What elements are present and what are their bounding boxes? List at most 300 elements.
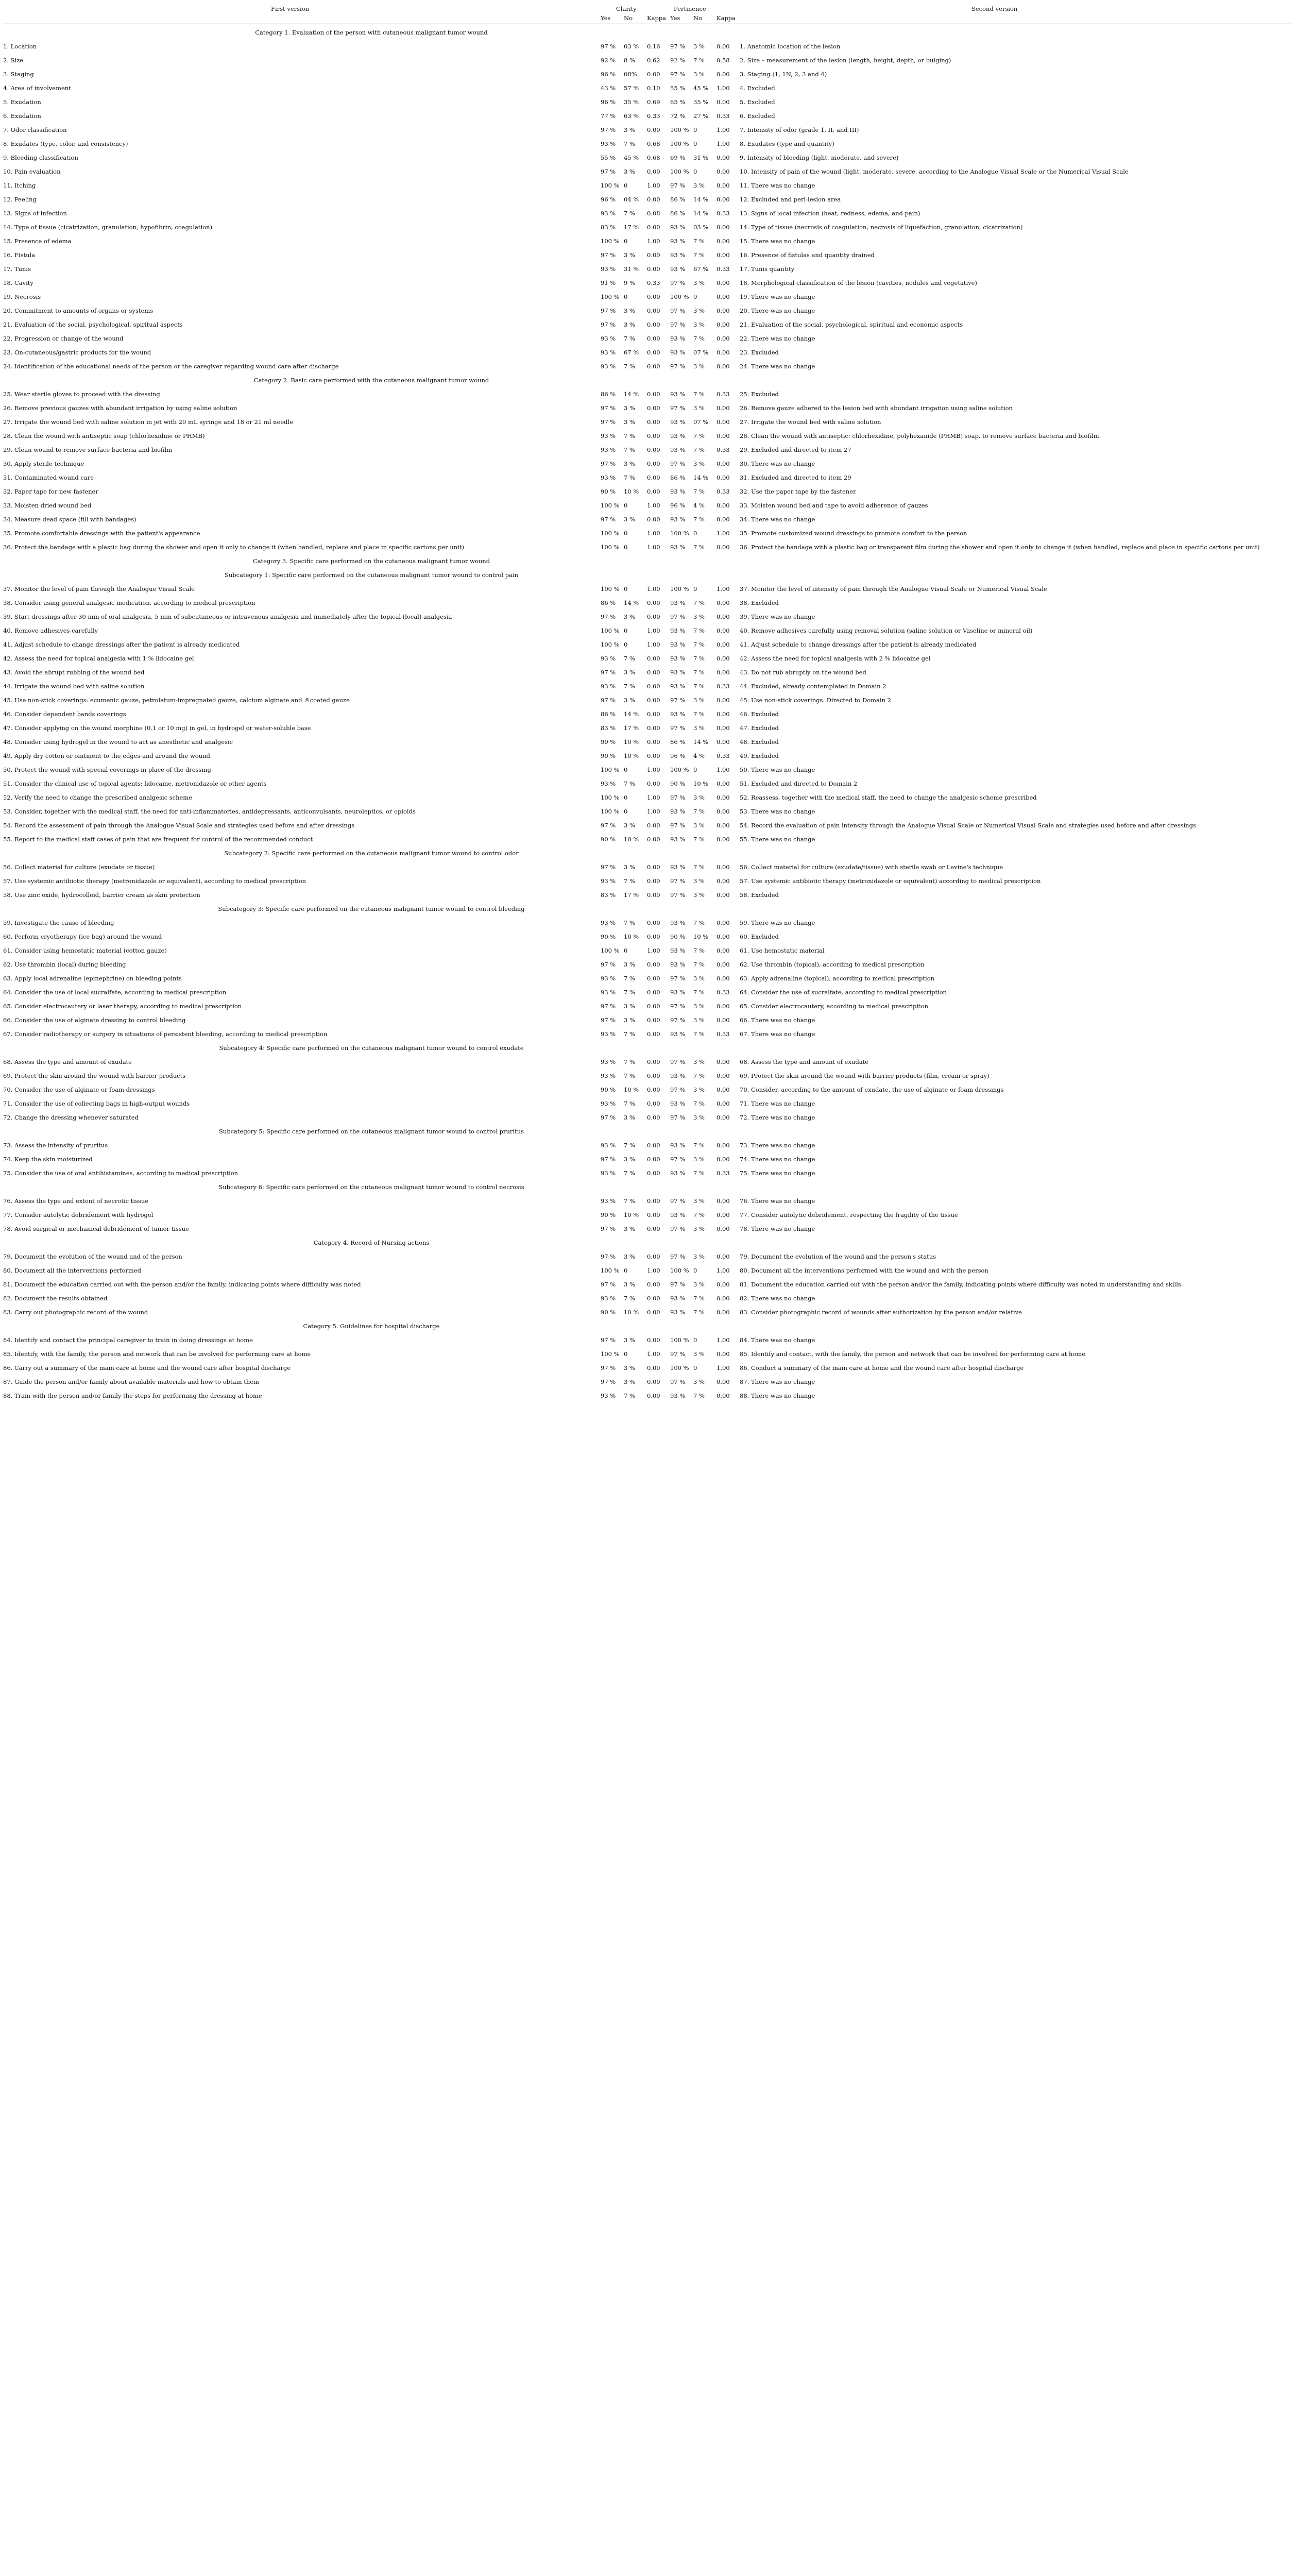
second-version-item: 53. There was no change [740,808,815,815]
first-version-item: 62. Use thrombin (local) during bleeding [3,961,126,968]
table-row [3,1142,1291,1149]
pertinence-yes: 97 % [670,1086,686,1093]
pertinence-kappa: 0.00 [717,404,730,412]
clarity-kappa: 0.00 [647,349,660,356]
subheader-clarity-kappa: Kappa [647,14,667,22]
pertinence-yes: 97 % [670,279,686,286]
pertinence-no: 7 % [693,1030,705,1038]
first-version-item: 78. Avoid surgical or mechanical debridement of tumor tissue [3,1225,190,1232]
pertinence-no: 3 % [693,613,705,620]
first-version-item: 55. Report to the medical staff cases of pain that are frequent for control of the recommended conduct [3,836,313,843]
first-version-item: 12. Peeling [3,196,37,203]
pertinence-kappa: 0.00 [717,196,730,203]
pertinence-no: 0 [693,168,697,175]
clarity-yes: 100 % [601,947,620,954]
first-version-item: 49. Apply dry cotton or ointment to the edges and around the wound [3,752,210,759]
pertinence-yes: 93 % [670,1072,686,1079]
pertinence-no: 45 % [693,84,709,92]
clarity-no: 7 % [624,1142,635,1149]
clarity-yes: 93 % [601,446,616,453]
pertinence-no: 31 % [693,154,709,161]
clarity-kappa: 0.00 [647,780,660,787]
first-version-item: 85. Identify, with the family, the person and network that can be involved for performing care at home [3,1350,311,1358]
clarity-yes: 90 % [601,1211,616,1218]
first-version-item: 57. Use systemic antibiotic therapy (metronidazole or equivalent), according to medical prescription [3,877,306,885]
clarity-kappa: 1.00 [647,1267,660,1274]
second-version-item: 31. Excluded and directed to item 29 [740,474,851,481]
table-row [3,1392,1291,1399]
second-version-item: 74. There was no change [740,1156,815,1163]
clarity-no: 7 % [624,1197,635,1205]
second-version-item: 38. Excluded [740,599,779,606]
pertinence-yes: 93 % [670,947,686,954]
pertinence-yes: 55 % [670,84,686,92]
pertinence-kappa: 0.00 [717,293,730,300]
clarity-kappa: 0.00 [647,196,660,203]
clarity-no: 45 % [624,154,639,161]
clarity-yes: 100 % [601,766,620,773]
second-version-item: 57. Use systemic antibiotic therapy (metronidazole or equivalent) according to medical prescription [740,877,1041,885]
pertinence-kappa: 0.00 [717,627,730,634]
first-version-item: 61. Consider using hemostatic material (cotton gauze) [3,947,167,954]
second-version-item: 5. Excluded [740,98,775,106]
pertinence-kappa: 1.00 [717,126,730,133]
first-version-item: 13. Signs of infection [3,210,67,217]
clarity-kappa: 0.00 [647,126,660,133]
pertinence-yes: 93 % [670,1309,686,1316]
pertinence-no: 3 % [693,1156,705,1163]
pertinence-yes: 97 % [670,891,686,899]
second-version-item: 47. Excluded [740,724,779,732]
clarity-no: 10 % [624,836,639,843]
first-version-item: 64. Consider the use of local sucralfate, according to medical prescription [3,989,227,996]
table-row [3,1309,1291,1316]
header-pertinence: Pertinence [674,5,706,12]
clarity-no: 7 % [624,655,635,662]
clarity-yes: 97 % [601,1156,616,1163]
first-version-item: 86. Carry out a summary of the main care at home and the wound care after hospital discharge [3,1364,291,1371]
second-version-item: 4. Excluded [740,84,775,92]
second-version-item: 54. Record the evaluation of pain intensity through the Analogue Visual Scale or Numerical Visual Scale and strategies used before and after dressings [740,822,1196,829]
category-heading: Subcategory 6: Specific care performed on the cutaneous malignant tumor wound to control necrosis [218,1183,524,1191]
clarity-kappa: 0.00 [647,321,660,328]
table-row [3,43,1291,50]
second-version-item: 25. Excluded [740,391,779,398]
clarity-no: 7 % [624,446,635,453]
clarity-yes: 97 % [601,961,616,968]
header-second-version: Second version [971,5,1018,12]
pertinence-yes: 100 % [670,293,689,300]
second-version-item: 46. Excluded [740,710,779,718]
clarity-yes: 100 % [601,238,620,245]
table-row [3,794,1291,801]
pertinence-no: 10 % [693,933,709,940]
clarity-no: 67 % [624,349,639,356]
first-version-item: 70. Consider the use of alginate or foam dressings [3,1086,155,1093]
second-version-item: 11. There was no change [740,182,815,189]
pertinence-no: 3 % [693,1114,705,1121]
clarity-yes: 93 % [601,265,616,273]
second-version-item: 14. Type of tissue (necrosis of coagulation, necrosis of liquefaction, granulation, cicatrization) [740,224,1023,231]
first-version-item: 31. Contaminated wound care [3,474,94,481]
second-version-item: 51. Excluded and directed to Domain 2 [740,780,858,787]
clarity-kappa: 0.00 [647,933,660,940]
pertinence-yes: 93 % [670,1100,686,1107]
second-version-item: 87. There was no change [740,1378,815,1385]
clarity-no: 7 % [624,683,635,690]
clarity-kappa: 1.00 [647,238,660,245]
pertinence-yes: 72 % [670,112,686,120]
first-version-item: 81. Document the education carried out with the person and/or the family, indicating points where difficulty was noted [3,1281,361,1288]
clarity-no: 57 % [624,84,639,92]
pertinence-no: 3 % [693,363,705,370]
clarity-kappa: 0.00 [647,710,660,718]
table-row [3,1003,1291,1010]
first-version-item: 8. Exudates (type, color, and consistency) [3,140,128,147]
table-row [3,1350,1291,1358]
clarity-kappa: 1.00 [647,808,660,815]
table-row [3,599,1291,606]
pertinence-no: 7 % [693,1295,705,1302]
clarity-yes: 83 % [601,891,616,899]
subheader-pertinence-no: No [693,14,702,22]
pertinence-no: 3 % [693,1378,705,1385]
clarity-yes: 97 % [601,1225,616,1232]
pertinence-no: 3 % [693,697,705,704]
table-row [3,724,1291,732]
clarity-no: 7 % [624,210,635,217]
table-row [3,126,1291,133]
clarity-kappa: 0.00 [647,738,660,745]
pertinence-yes: 97 % [670,613,686,620]
table-row [3,766,1291,773]
clarity-yes: 93 % [601,877,616,885]
clarity-no: 7 % [624,432,635,439]
first-version-item: 50. Protect the wound with special coverings in place of the dressing [3,766,211,773]
clarity-kappa: 0.00 [647,460,660,467]
pertinence-no: 7 % [693,1309,705,1316]
pertinence-no: 3 % [693,71,705,78]
first-version-item: 42. Assess the need for topical analgesia with 1 % lidocaine gel [3,655,194,662]
clarity-kappa: 0.00 [647,432,660,439]
pertinence-kappa: 0.00 [717,641,730,648]
table-row [3,98,1291,106]
table-row [3,57,1291,64]
pertinence-yes: 65 % [670,98,686,106]
clarity-yes: 97 % [601,321,616,328]
clarity-yes: 90 % [601,836,616,843]
second-version-item: 30. There was no change [740,460,815,467]
pertinence-no: 7 % [693,683,705,690]
clarity-no: 17 % [624,724,639,732]
second-version-item: 64. Consider the use of sucralfate, according to medical prescription [740,989,947,996]
clarity-no: 14 % [624,599,639,606]
pertinence-no: 3 % [693,1197,705,1205]
pertinence-kappa: 0.00 [717,975,730,982]
pertinence-kappa: 0.00 [717,224,730,231]
table-row [3,182,1291,189]
pertinence-yes: 97 % [670,182,686,189]
pertinence-kappa: 0.00 [717,1253,730,1260]
clarity-kappa: 0.68 [647,140,660,147]
clarity-no: 3 % [624,418,635,426]
second-version-item: 13. Signs of local infection (heat, redness, edema, and pain) [740,210,920,217]
pertinence-no: 3 % [693,321,705,328]
first-version-item: 7. Odor classification [3,126,67,133]
pertinence-yes: 93 % [670,641,686,648]
clarity-kappa: 0.00 [647,446,660,453]
pertinence-no: 7 % [693,1170,705,1177]
clarity-yes: 97 % [601,460,616,467]
pertinence-kappa: 1.00 [717,1267,730,1274]
clarity-yes: 93 % [601,975,616,982]
pertinence-kappa: 0.00 [717,363,730,370]
pertinence-yes: 97 % [670,1058,686,1065]
pertinence-yes: 100 % [670,168,689,175]
table-row [3,404,1291,412]
pertinence-no: 07 % [693,418,709,426]
clarity-no: 7 % [624,975,635,982]
clarity-kappa: 0.00 [647,822,660,829]
pertinence-no: 3 % [693,891,705,899]
second-version-item: 65. Consider electrocautery, according to medical prescription [740,1003,929,1010]
pertinence-kappa: 0.00 [717,1016,730,1024]
clarity-no: 3 % [624,1225,635,1232]
clarity-no: 0 [624,182,628,189]
pertinence-yes: 93 % [670,516,686,523]
pertinence-kappa: 0.00 [717,71,730,78]
table-row [3,669,1291,676]
table-row [3,989,1291,996]
pertinence-kappa: 0.33 [717,683,730,690]
clarity-yes: 93 % [601,1058,616,1065]
pertinence-no: 7 % [693,57,705,64]
pertinence-yes: 86 % [670,196,686,203]
pertinence-kappa: 0.00 [717,516,730,523]
clarity-kappa: 1.00 [647,794,660,801]
pertinence-no: 3 % [693,822,705,829]
clarity-yes: 100 % [601,502,620,509]
pertinence-no: 7 % [693,516,705,523]
first-version-item: 26. Remove previous gauzes with abundant irrigation by using saline solution [3,404,237,412]
clarity-yes: 77 % [601,112,616,120]
clarity-kappa: 0.00 [647,1295,660,1302]
clarity-kappa: 1.00 [647,641,660,648]
second-version-item: 82. There was no change [740,1295,815,1302]
second-version-item: 73. There was no change [740,1142,815,1149]
second-version-item: 69. Protect the skin around the wound with barrier products (film, cream or spray) [740,1072,990,1079]
clarity-kappa: 0.00 [647,71,660,78]
table-row [3,891,1291,899]
clarity-yes: 93 % [601,1392,616,1399]
pertinence-no: 7 % [693,446,705,453]
first-version-item: 36. Protect the bandage with a plastic bag during the shower and open it only to change it (when handled, replace and place in specific cartons per unit) [3,544,464,551]
clarity-kappa: 0.00 [647,1114,660,1121]
clarity-no: 9 % [624,279,635,286]
second-version-item: 24. There was no change [740,363,815,370]
clarity-no: 14 % [624,391,639,398]
first-version-item: 71. Consider the use of collecting bags in high-output wounds [3,1100,190,1107]
clarity-kappa: 0.00 [647,168,660,175]
clarity-no: 3 % [624,961,635,968]
second-version-item: 40. Remove adhesives carefully using removal solution (saline solution or Vaseline or mineral oil) [740,627,1033,634]
clarity-yes: 86 % [601,391,616,398]
pertinence-no: 7 % [693,836,705,843]
pertinence-kappa: 0.33 [717,210,730,217]
clarity-yes: 93 % [601,140,616,147]
table-row [3,1378,1291,1385]
pertinence-no: 7 % [693,1211,705,1218]
clarity-kappa: 0.00 [647,335,660,342]
clarity-yes: 97 % [601,1336,616,1344]
pertinence-no: 7 % [693,919,705,926]
pertinence-yes: 97 % [670,697,686,704]
pertinence-kappa: 0.00 [717,724,730,732]
clarity-yes: 90 % [601,488,616,495]
pertinence-yes: 92 % [670,57,686,64]
clarity-no: 17 % [624,891,639,899]
table-row [3,112,1291,120]
second-version-item: 71. There was no change [740,1100,815,1107]
clarity-no: 14 % [624,710,639,718]
table-row [3,1225,1291,1232]
clarity-yes: 93 % [601,363,616,370]
clarity-kappa: 0.00 [647,1253,660,1260]
pertinence-no: 0 [693,766,697,773]
clarity-kappa: 0.16 [647,43,660,50]
second-version-item: 20. There was no change [740,307,815,314]
clarity-no: 7 % [624,877,635,885]
table-row [3,349,1291,356]
table-row [3,307,1291,314]
second-version-item: 3. Staging (1, 1N, 2, 3 and 4) [740,71,827,78]
clarity-no: 3 % [624,863,635,871]
pertinence-yes: 93 % [670,683,686,690]
pertinence-no: 7 % [693,669,705,676]
pertinence-yes: 97 % [670,321,686,328]
second-version-item: 59. There was no change [740,919,815,926]
pertinence-no: 14 % [693,474,709,481]
pertinence-kappa: 0.33 [717,446,730,453]
first-version-item: 6. Exudation [3,112,41,120]
header-first-version: First version [271,5,310,12]
pertinence-kappa: 0.00 [717,780,730,787]
clarity-yes: 93 % [601,683,616,690]
first-version-item: 79. Document the evolution of the wound and of the person [3,1253,182,1260]
pertinence-yes: 93 % [670,599,686,606]
pertinence-no: 7 % [693,391,705,398]
second-version-item: 84. There was no change [740,1336,815,1344]
table-row [3,863,1291,871]
subheader-pertinence-yes: Yes [670,14,680,22]
second-version-item: 8. Exudates (type and quantity) [740,140,834,147]
pertinence-kappa: 0.00 [717,808,730,815]
pertinence-kappa: 1.00 [717,1364,730,1371]
clarity-yes: 97 % [601,1378,616,1385]
second-version-item: 12. Excluded and peri-lesion area [740,196,841,203]
clarity-no: 04 % [624,196,639,203]
clarity-yes: 100 % [601,530,620,537]
clarity-no: 10 % [624,1086,639,1093]
clarity-kappa: 0.68 [647,154,660,161]
second-version-item: 27. Irrigate the wound bed with saline solution [740,418,881,426]
clarity-yes: 93 % [601,655,616,662]
pertinence-kappa: 0.00 [717,544,730,551]
clarity-yes: 55 % [601,154,616,161]
pertinence-kappa: 0.00 [717,933,730,940]
clarity-yes: 97 % [601,126,616,133]
pertinence-no: 3 % [693,1281,705,1288]
pertinence-kappa: 0.00 [717,599,730,606]
clarity-kappa: 0.00 [647,1086,660,1093]
clarity-kappa: 0.00 [647,613,660,620]
clarity-no: 0 [624,544,628,551]
pertinence-yes: 93 % [670,989,686,996]
table-row [3,335,1291,342]
pertinence-no: 0 [693,1364,697,1371]
table-row [3,780,1291,787]
clarity-kappa: 0.00 [647,404,660,412]
pertinence-yes: 100 % [670,126,689,133]
table-row [3,1114,1291,1121]
pertinence-kappa: 0.33 [717,391,730,398]
pertinence-kappa: 0.00 [717,947,730,954]
pertinence-no: 3 % [693,307,705,314]
second-version-item: 21. Evaluation of the social, psychological, spiritual and economic aspects [740,321,963,328]
clarity-yes: 100 % [601,544,620,551]
second-version-item: 42. Assess the need for topical analgesia with 2 % lidocaine gel [740,655,931,662]
table-row [3,627,1291,634]
pertinence-yes: 100 % [670,766,689,773]
pertinence-no: 7 % [693,627,705,634]
clarity-kappa: 0.00 [647,488,660,495]
subheader-clarity-no: No [624,14,633,22]
pertinence-kappa: 0.33 [717,752,730,759]
pertinence-kappa: 0.00 [717,43,730,50]
pertinence-kappa: 0.00 [717,1392,730,1399]
first-version-item: 20. Commitment to amounts of organs or systems [3,307,154,314]
pertinence-yes: 97 % [670,724,686,732]
pertinence-yes: 93 % [670,863,686,871]
pertinence-yes: 93 % [670,265,686,273]
pertinence-kappa: 1.00 [717,84,730,92]
pertinence-yes: 100 % [670,585,689,592]
pertinence-kappa: 0.33 [717,1170,730,1177]
clarity-yes: 97 % [601,404,616,412]
pertinence-kappa: 0.00 [717,251,730,259]
clarity-no: 10 % [624,1309,639,1316]
clarity-yes: 97 % [601,43,616,50]
second-version-item: 43. Do not rub abruptly on the wound bed [740,669,866,676]
pertinence-no: 0 [693,126,697,133]
clarity-yes: 97 % [601,1016,616,1024]
pertinence-yes: 93 % [670,349,686,356]
clarity-kappa: 0.00 [647,836,660,843]
table-row [3,432,1291,439]
pertinence-yes: 97 % [670,877,686,885]
first-version-item: 58. Use zinc oxide, hydrocolloid, barrier cream as skin protection [3,891,200,899]
clarity-yes: 93 % [601,989,616,996]
pertinence-kappa: 0.00 [717,877,730,885]
clarity-kappa: 1.00 [647,530,660,537]
clarity-no: 3 % [624,1378,635,1385]
first-version-item: 2. Size [3,57,24,64]
pertinence-kappa: 0.00 [717,432,730,439]
table-row [3,154,1291,161]
table-row [3,641,1291,648]
table-row [3,474,1291,481]
pertinence-yes: 86 % [670,474,686,481]
